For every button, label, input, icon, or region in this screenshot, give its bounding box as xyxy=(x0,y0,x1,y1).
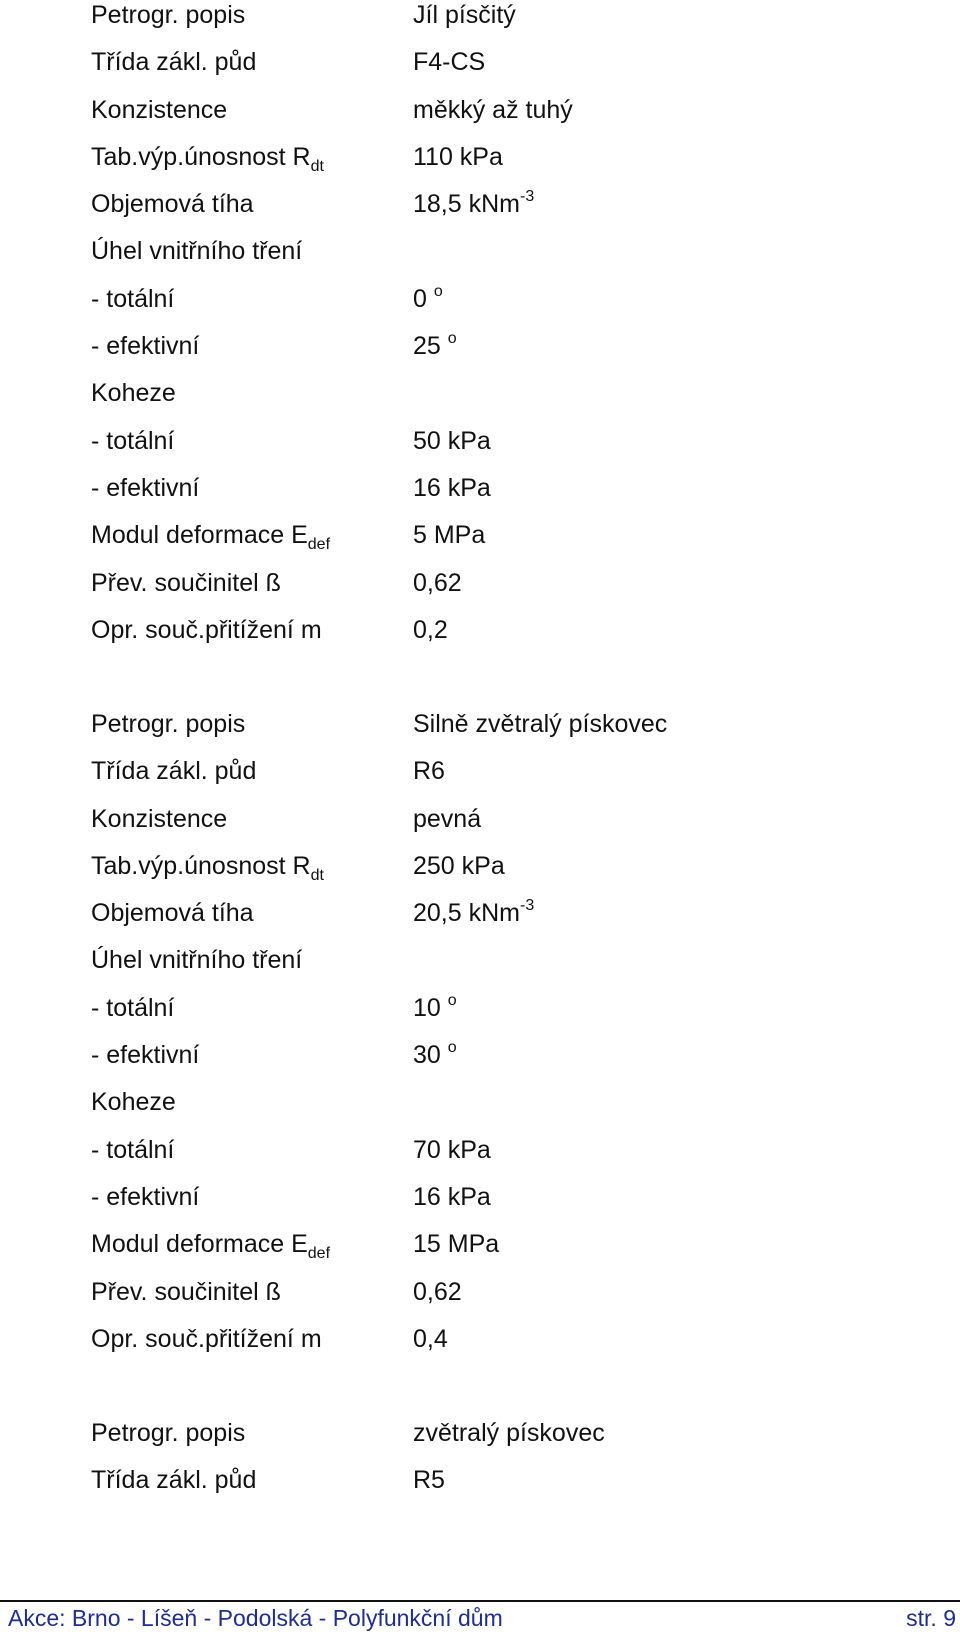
row-uhel-efektivni xyxy=(91,1040,951,1087)
label-tiha: Objemová tíha xyxy=(91,190,254,219)
value-uhel-efektivni-text: 30 xyxy=(413,1041,441,1070)
value-uhel-efektivni-text: 25 xyxy=(413,332,441,361)
value-uhel-totalni xyxy=(413,993,457,1024)
row-konzistence xyxy=(91,804,951,851)
label-uhel-totalni: - totální xyxy=(91,284,175,313)
label-opr: Opr. souč.přitížení m xyxy=(91,615,322,644)
soil-block-3 xyxy=(91,1418,951,1513)
label-opr: Opr. souč.přitížení m xyxy=(91,1324,322,1353)
label-modul xyxy=(91,1229,331,1263)
soil-block-2 xyxy=(91,709,951,1371)
label-modul-text: Modul deformace E xyxy=(91,521,308,550)
superscript-exp: -3 xyxy=(519,188,535,206)
label-trida: Třída zákl. půd xyxy=(91,1466,257,1495)
value-unosnost: 110 kPa xyxy=(413,142,503,171)
label-petrogr: Petrogr. popis xyxy=(91,710,246,738)
label-petrogr: Petrogr. popis xyxy=(91,1,246,29)
label-uhel: Úhel vnitřního tření xyxy=(91,946,303,975)
value-trida: R5 xyxy=(413,1466,445,1495)
row-koheze-totalni xyxy=(91,426,951,473)
value-petrogr: Jíl písčitý xyxy=(413,1,516,29)
label-uhel-efektivni: - efektivní xyxy=(91,332,200,361)
degree-symbol: o xyxy=(447,991,457,1009)
label-modul xyxy=(91,520,331,554)
row-trida xyxy=(91,47,951,94)
label-koheze-efektivni: - efektivní xyxy=(91,473,200,502)
label-koheze-efektivni: - efektivní xyxy=(91,1182,200,1211)
row-unosnost xyxy=(91,142,951,189)
label-uhel: Úhel vnitřního tření xyxy=(91,237,303,266)
degree-symbol: o xyxy=(447,330,457,348)
row-unosnost xyxy=(91,851,951,898)
row-modul xyxy=(91,520,951,567)
label-trida: Třída zákl. půd xyxy=(91,757,257,786)
value-koheze-efektivni: 16 kPa xyxy=(413,473,491,502)
value-prev: 0,62 xyxy=(413,568,462,597)
row-petrogr xyxy=(91,0,951,47)
label-konzistence: Konzistence xyxy=(91,95,228,124)
value-tiha xyxy=(413,189,534,220)
value-koheze-efektivni: 16 kPa xyxy=(413,1182,491,1211)
value-tiha-text: 20,5 kNm xyxy=(413,899,520,928)
value-modul: 5 MPa xyxy=(413,521,486,550)
value-konzistence: měkký až tuhý xyxy=(413,95,573,124)
value-tiha xyxy=(413,898,534,929)
row-koheze xyxy=(91,378,951,425)
footer-project: Akce: Brno - Líšeň - Podolská - Polyfunkční dům xyxy=(8,1605,503,1631)
row-tiha xyxy=(91,898,951,945)
row-uhel xyxy=(91,945,951,992)
subscript-def: def xyxy=(307,536,331,554)
row-koheze xyxy=(91,1087,951,1134)
row-koheze-efektivni xyxy=(91,473,951,520)
label-unosnost xyxy=(91,142,324,173)
row-trida xyxy=(91,756,951,803)
value-konzistence: pevná xyxy=(413,804,482,833)
label-prev: Přev. součinitel ß xyxy=(91,568,281,597)
label-uhel-efektivni: - efektivní xyxy=(91,1041,200,1070)
value-trida: R6 xyxy=(413,757,445,786)
value-uhel-efektivni xyxy=(413,1040,457,1071)
label-prev: Přev. součinitel ß xyxy=(91,1277,281,1306)
label-trida: Třída zákl. půd xyxy=(91,48,257,77)
label-petrogr: Petrogr. popis xyxy=(91,1419,246,1447)
row-petrogr xyxy=(91,709,951,756)
row-uhel-totalni xyxy=(91,284,951,331)
value-petrogr: zvětralý pískovec xyxy=(413,1419,605,1447)
row-prev xyxy=(91,1277,951,1324)
value-modul: 15 MPa xyxy=(413,1230,500,1259)
row-konzistence xyxy=(91,95,951,142)
row-koheze-totalni xyxy=(91,1135,951,1182)
label-koheze: Koheze xyxy=(91,379,176,408)
row-opr xyxy=(91,1324,951,1371)
row-uhel xyxy=(91,236,951,283)
label-unosnost-text: Tab.výp.únosnost R xyxy=(91,142,311,171)
label-unosnost-text: Tab.výp.únosnost R xyxy=(91,851,311,880)
row-uhel-efektivni xyxy=(91,331,951,378)
row-tiha xyxy=(91,189,951,236)
label-koheze-totalni: - totální xyxy=(91,426,175,455)
value-koheze-totalni: 70 kPa xyxy=(413,1135,491,1164)
value-prev: 0,62 xyxy=(413,1277,462,1306)
value-uhel-totalni-text: 10 xyxy=(413,993,441,1022)
row-opr xyxy=(91,615,951,662)
value-uhel-efektivni xyxy=(413,331,457,362)
row-koheze-efektivni xyxy=(91,1182,951,1229)
value-unosnost: 250 kPa xyxy=(413,851,505,880)
degree-symbol: o xyxy=(433,282,443,300)
label-tiha: Objemová tíha xyxy=(91,899,254,928)
row-modul xyxy=(91,1229,951,1276)
row-prev xyxy=(91,568,951,615)
footer-page-number: str. 9 xyxy=(906,1605,956,1631)
superscript-exp: -3 xyxy=(519,897,535,915)
row-petrogr xyxy=(91,1418,951,1465)
page-footer xyxy=(0,1600,960,1634)
label-unosnost xyxy=(91,851,324,882)
value-trida: F4-CS xyxy=(413,48,486,77)
label-koheze-totalni: - totální xyxy=(91,1135,175,1164)
value-opr: 0,4 xyxy=(413,1324,448,1353)
value-uhel-totalni-text: 0 xyxy=(413,284,427,313)
row-uhel-totalni xyxy=(91,993,951,1040)
value-petrogr: Silně zvětralý pískovec xyxy=(413,710,668,738)
label-konzistence: Konzistence xyxy=(91,804,228,833)
label-uhel-totalni: - totální xyxy=(91,993,175,1022)
value-tiha-text: 18,5 kNm xyxy=(413,190,520,219)
subscript-dt: dt xyxy=(310,157,324,175)
row-trida xyxy=(91,1465,951,1512)
soil-block-1 xyxy=(91,0,951,662)
label-modul-text: Modul deformace E xyxy=(91,1230,308,1259)
label-koheze: Koheze xyxy=(91,1088,176,1117)
degree-symbol: o xyxy=(447,1039,457,1057)
value-uhel-totalni xyxy=(413,284,443,315)
value-koheze-totalni: 50 kPa xyxy=(413,426,491,455)
value-opr: 0,2 xyxy=(413,615,448,644)
subscript-def: def xyxy=(307,1245,331,1263)
subscript-dt: dt xyxy=(310,866,324,884)
